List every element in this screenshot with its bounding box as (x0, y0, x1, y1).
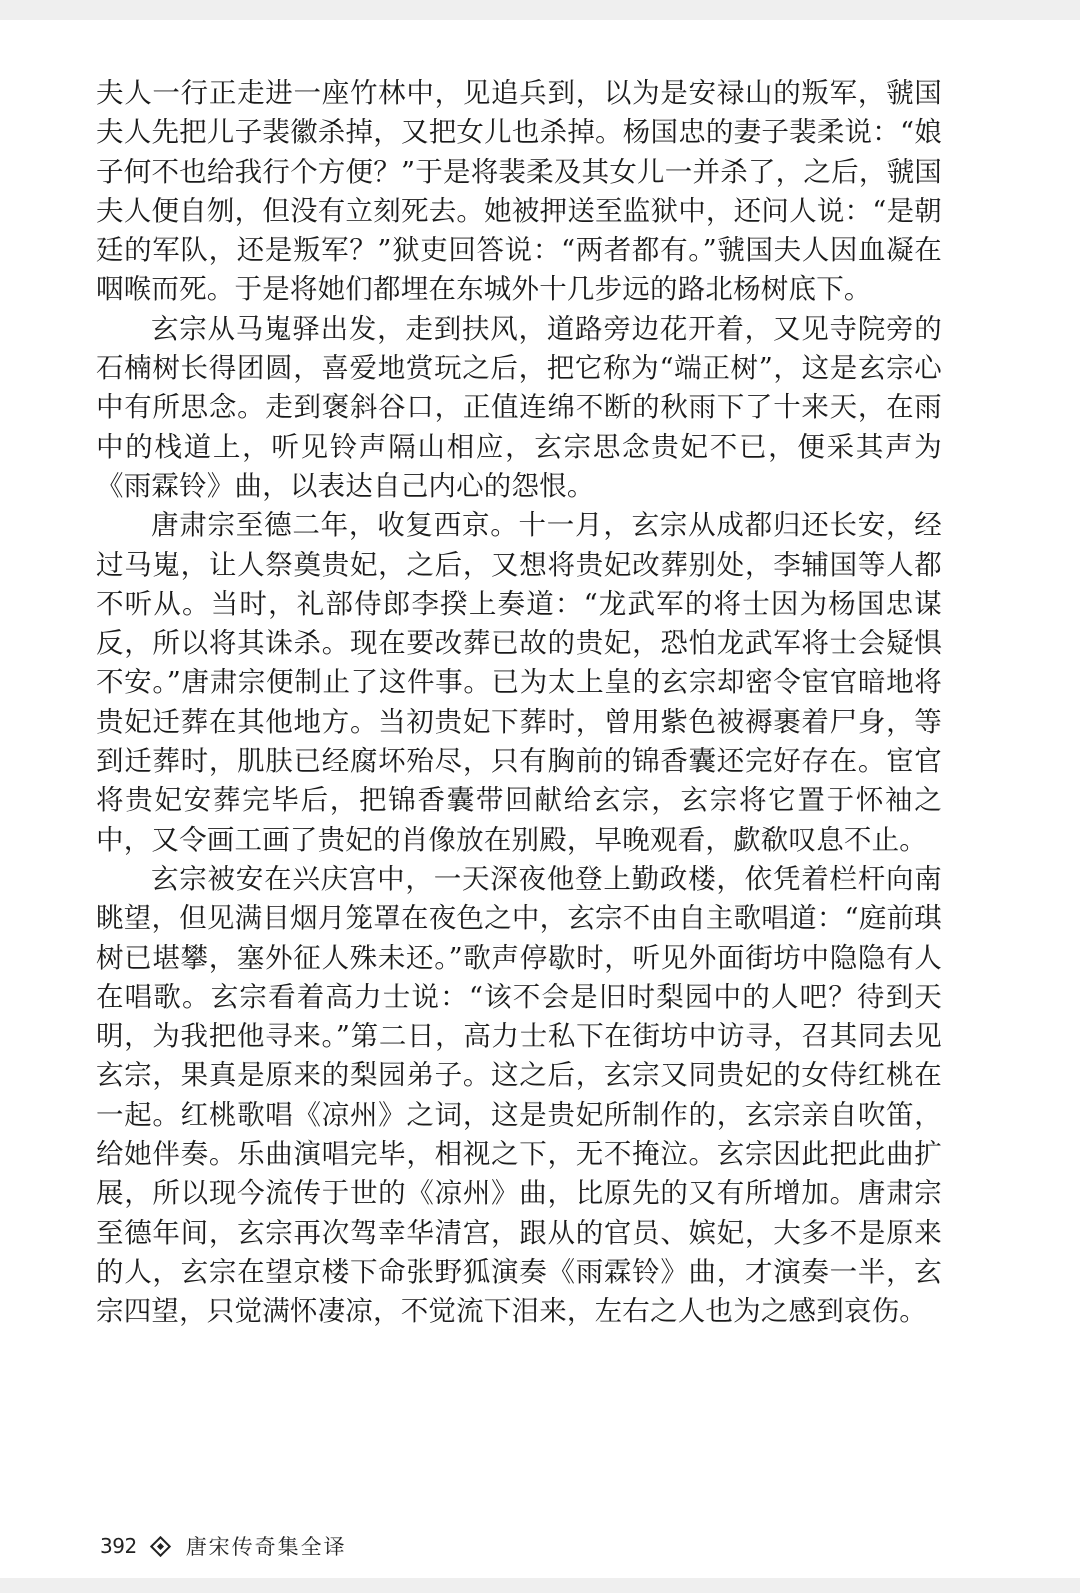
page-body (96, 74, 942, 1332)
diamond-icon (150, 1535, 171, 1556)
bottom-margin-band (0, 1578, 1080, 1593)
paragraph-1: 夫人一行正走进一座竹林中，见追兵到，以为是安禄山的叛军，虢国夫人先把儿子裴徽杀掉，又把女儿也杀掉。杨国忠的妻子裴柔说：“娘子何不也给我行个方便？”于是将裴柔及其女儿一并杀了，之后，虢国夫人便自刎，但没有立刻死去。她被押送至监狱中，还问人说：“是朝廷的军队，还是叛军？”狱吏回答说：“两者都有。”虢国夫人因血凝在咽喉而死。于是将她们都埋在东城外十几步远的路北杨树底下。 (96, 77, 942, 306)
paragraph-2: 玄宗从马嵬驿出发，走到扶风，道路旁边花开着，又见寺院旁的石楠树长得团圆，喜爱地赏玩之后，把它称为“端正树”，这是玄宗心中有所思念。走到褒斜谷口，正值连绵不断的秋雨下了十来天，在雨中的栈道上，听见铃声隔山相应，玄宗思念贵妃不已，便采其声为《雨霖铃》曲，以表达自己内心的怨恨。 (96, 312, 942, 502)
page-number: 392 (100, 1534, 137, 1558)
top-margin-band (0, 0, 1080, 20)
paragraph-4: 玄宗被安在兴庆宫中，一天深夜他登上勤政楼，依凭着栏杆向南眺望，但见满目烟月笼罩在夜色之中，玄宗不由自主歌唱道：“庭前琪树已堪攀，塞外征人殊未还。”歌声停歇时，听见外面街坊中隐隐有人在唱歌。玄宗看着高力士说：“该不会是旧时梨园中的人吧？待到天明，为我把他寻来。”第二日，高力士私下在街坊中访寻，召其同去见玄宗，果真是原来的梨园弟子。这之后，玄宗又同贵妃的女侍红桃在一起。红桃歌唱《凉州》之词，这是贵妃所制作的，玄宗亲自吹笛，给她伴奏。乐曲演唱完毕，相视之下，无不掩泣。玄宗因此把此曲扩展，所以现今流传于世的《凉州》曲，比原先的又有所增加。唐肃宗至德年间，玄宗再次驾幸华清宫，跟从的官员、嫔妃，大多不是原来的人，玄宗在望京楼下命张野狐演奏《雨霖铃》曲，才演奏一半，玄宗四望，只觉满怀凄凉，不觉流下泪来，左右之人也为之感到哀伤。 (96, 862, 942, 1328)
running-title: 唐宋传奇集全译 (185, 1535, 347, 1559)
paragraph-3: 唐肃宗至德二年，收复西京。十一月，玄宗从成都归还长安，经过马嵬，让人祭奠贵妃，之后，又想将贵妃改葬别处，李辅国等人都不听从。当时，礼部侍郎李揆上奏道：“龙武军的将士因为杨国忠谋反，所以将其诛杀。现在要改葬已故的贵妃，恐怕龙武军将士会疑惧不安。”唐肃宗便制止了这件事。已为太上皇的玄宗却密令宦官暗地将贵妃迁葬在其他地方。当初贵妃下葬时，曾用紫色被褥裹着尸身，等到迁葬时，肌肤已经腐坏殆尽，只有胸前的锦香囊还完好存在。宦官将贵妃安葬完毕后，把锦香囊带回献给玄宗，玄宗将它置于怀袖之中，又令画工画了贵妃的肖像放在别殿，早晚观看，歔欷叹息不止。 (96, 509, 942, 856)
page-footer (100, 1531, 347, 1561)
